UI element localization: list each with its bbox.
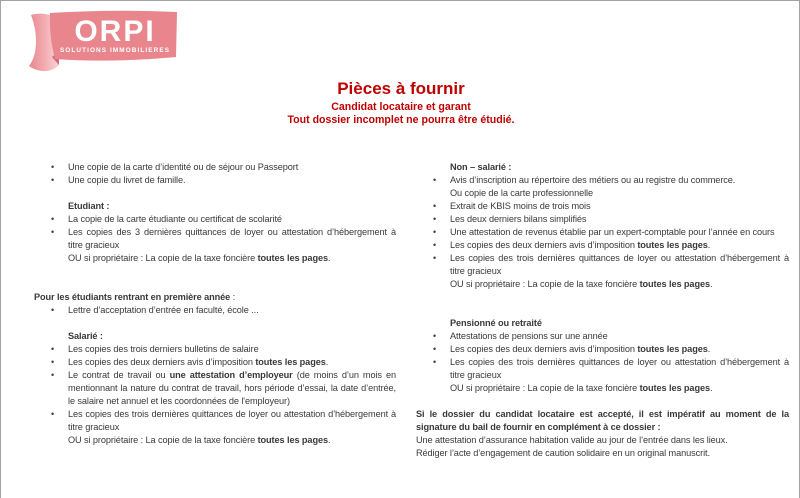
list-item [416, 356, 789, 395]
text: . [709, 383, 713, 393]
list-item [34, 226, 396, 265]
text: Les copies des trois dernières quittances de loyer ou attestation d’hébergement à titre gracieux [450, 357, 789, 380]
logo-text [53, 15, 177, 63]
bold-text: toutes les pages [255, 357, 326, 367]
text: . [707, 344, 711, 354]
bullet-icon: • [51, 175, 55, 185]
text: Les copies des trois dernières quittances de loyer ou attestation d’hébergement à titre gracieux [450, 253, 789, 276]
bullet-icon: • [433, 357, 437, 367]
list-item [34, 213, 396, 226]
bullet-icon: • [51, 370, 55, 380]
section-heading: Pensionné ou retraité [450, 318, 542, 328]
text: OU si propriétaire : La copie de la taxe foncière [450, 383, 640, 393]
text: Les deux derniers bilans simplifiés [450, 214, 587, 224]
text: Les copies des 3 dernières quittances de loyer ou attestation d’hébergement à titre gracieux [68, 227, 396, 250]
bullet-icon: • [51, 409, 55, 419]
text: Rédiger l’acte d’engagement de caution solidaire en un original manuscrit. [416, 448, 710, 458]
brand-tagline: SOLUTIONS IMMOBILIERES [59, 47, 171, 54]
page-title: Pièces à fournir [337, 79, 465, 98]
section-heading: Non – salarié : [450, 162, 512, 172]
text: Une copie du livret de famille. [68, 175, 186, 185]
bullet-list [416, 174, 789, 291]
text: Une copie de la carte d’identité ou de séjour ou Passeport [68, 162, 299, 172]
bullet-icon: • [51, 214, 55, 224]
text: . [709, 279, 713, 289]
list-item [34, 408, 396, 447]
bullet-icon: • [51, 162, 55, 172]
bold-text: toutes les pages [639, 279, 710, 289]
note-paragraph [416, 408, 789, 460]
list-item [416, 174, 789, 200]
blank-line [416, 395, 789, 408]
text: Les copies des trois dernières quittances de loyer ou attestation d’hébergement à titre gracieux [68, 409, 396, 432]
text: OU si propriétaire : La copie de la taxe foncière [68, 253, 258, 263]
bullet-list [416, 330, 789, 395]
text: Ou copie de la carte professionnelle [450, 188, 593, 198]
section-heading: Etudiant : [68, 201, 110, 211]
bullet-icon: • [433, 227, 437, 237]
blank-line [34, 317, 396, 330]
list-item [34, 304, 396, 317]
bullet-icon: • [51, 357, 55, 367]
bold-text: toutes les pages [257, 435, 328, 445]
bullet-icon: • [433, 331, 437, 341]
bullet-icon: • [433, 344, 437, 354]
text: Les copies des deux derniers avis d’imposition [450, 344, 638, 354]
bold-text: une attestation d’employeur [169, 370, 293, 380]
incomplete-warning: Tout dossier incomplet ne pourra être étudié. [287, 114, 515, 126]
text: . [325, 357, 329, 367]
text: Extrait de KBIS moins de trois mois [450, 201, 591, 211]
bullet-icon: • [433, 240, 437, 250]
bold-text: Pour les étudiants rentrant en première année [34, 292, 231, 302]
bold-text: toutes les pages [637, 344, 708, 354]
text: Les copies des deux derniers avis d’imposition [450, 240, 638, 250]
bullet-list [34, 213, 396, 265]
bullet-icon: • [433, 201, 437, 211]
bullet-icon: • [51, 227, 55, 237]
bold-text: toutes les pages [639, 383, 710, 393]
text: Avis d’inscription au répertoire des métiers ou au registre du commerce. [450, 175, 736, 185]
brand-name: ORPI [74, 15, 156, 48]
list-item [34, 356, 396, 369]
blank-line [416, 291, 789, 304]
text: Attestations de pensions sur une année [450, 331, 608, 341]
list-item [416, 213, 789, 226]
text: Une attestation d’assurance habitation valide au jour de l’entrée dans les lieux. [416, 435, 728, 445]
bullet-icon: • [433, 253, 437, 263]
text: (de moins d’un mois en mentionnant la nature du contrat de travail, hors période d’essai, la date d’entrée, le salaire net annuel et les coordonnées de l'employeur) [68, 370, 396, 406]
list-item [416, 343, 789, 356]
bullet-list [34, 343, 396, 447]
text: . [707, 240, 711, 250]
left-column [34, 161, 396, 447]
orpi-logo [29, 7, 179, 81]
text: Les copies des deux derniers avis d’imposition [68, 357, 256, 367]
section-heading: Salarié : [68, 331, 103, 341]
bold-text: toutes les pages [257, 253, 328, 263]
right-column [416, 161, 789, 460]
bullet-icon: • [51, 344, 55, 354]
list-item [34, 369, 396, 408]
doc-header [1, 79, 800, 127]
text: Une attestation de revenus établie par un expert-comptable pour l’année en cours [450, 227, 775, 237]
text: OU si propriétaire : La copie de la taxe foncière [68, 435, 258, 445]
section-heading [34, 291, 396, 304]
list-item [34, 343, 396, 356]
bullet-icon: • [51, 305, 55, 315]
text: Lettre d’acceptation d’entrée en faculté, école ... [68, 305, 259, 315]
bullet-icon: • [433, 175, 437, 185]
text: . [327, 435, 331, 445]
text: La copie de la carte étudiante ou certificat de scolarité [68, 214, 282, 224]
blank-line [34, 278, 396, 291]
text: . [327, 253, 331, 263]
list-item [34, 174, 396, 187]
list-item [416, 239, 789, 252]
blank-line [34, 187, 396, 200]
list-item [34, 161, 396, 174]
bullet-icon: • [433, 214, 437, 224]
page-subtitle: Candidat locataire et garant [331, 101, 471, 113]
list-item [416, 226, 789, 239]
list-item [416, 200, 789, 213]
text: Les copies des trois derniers bulletins de salaire [68, 344, 259, 354]
blank-line [34, 265, 396, 278]
bullet-list [34, 304, 396, 317]
bold-text: toutes les pages [637, 240, 708, 250]
bullet-list [34, 161, 396, 187]
text: : [230, 292, 236, 302]
text: OU si propriétaire : La copie de la taxe foncière [450, 279, 640, 289]
list-item [416, 330, 789, 343]
blank-line [416, 304, 789, 317]
text: Le contrat de travail ou [68, 370, 170, 380]
bold-text: Si le dossier du candidat locataire est accepté, il est impératif au moment de la signature du bail de fournir en complément à ce dossier : [416, 409, 789, 432]
list-item [416, 252, 789, 291]
